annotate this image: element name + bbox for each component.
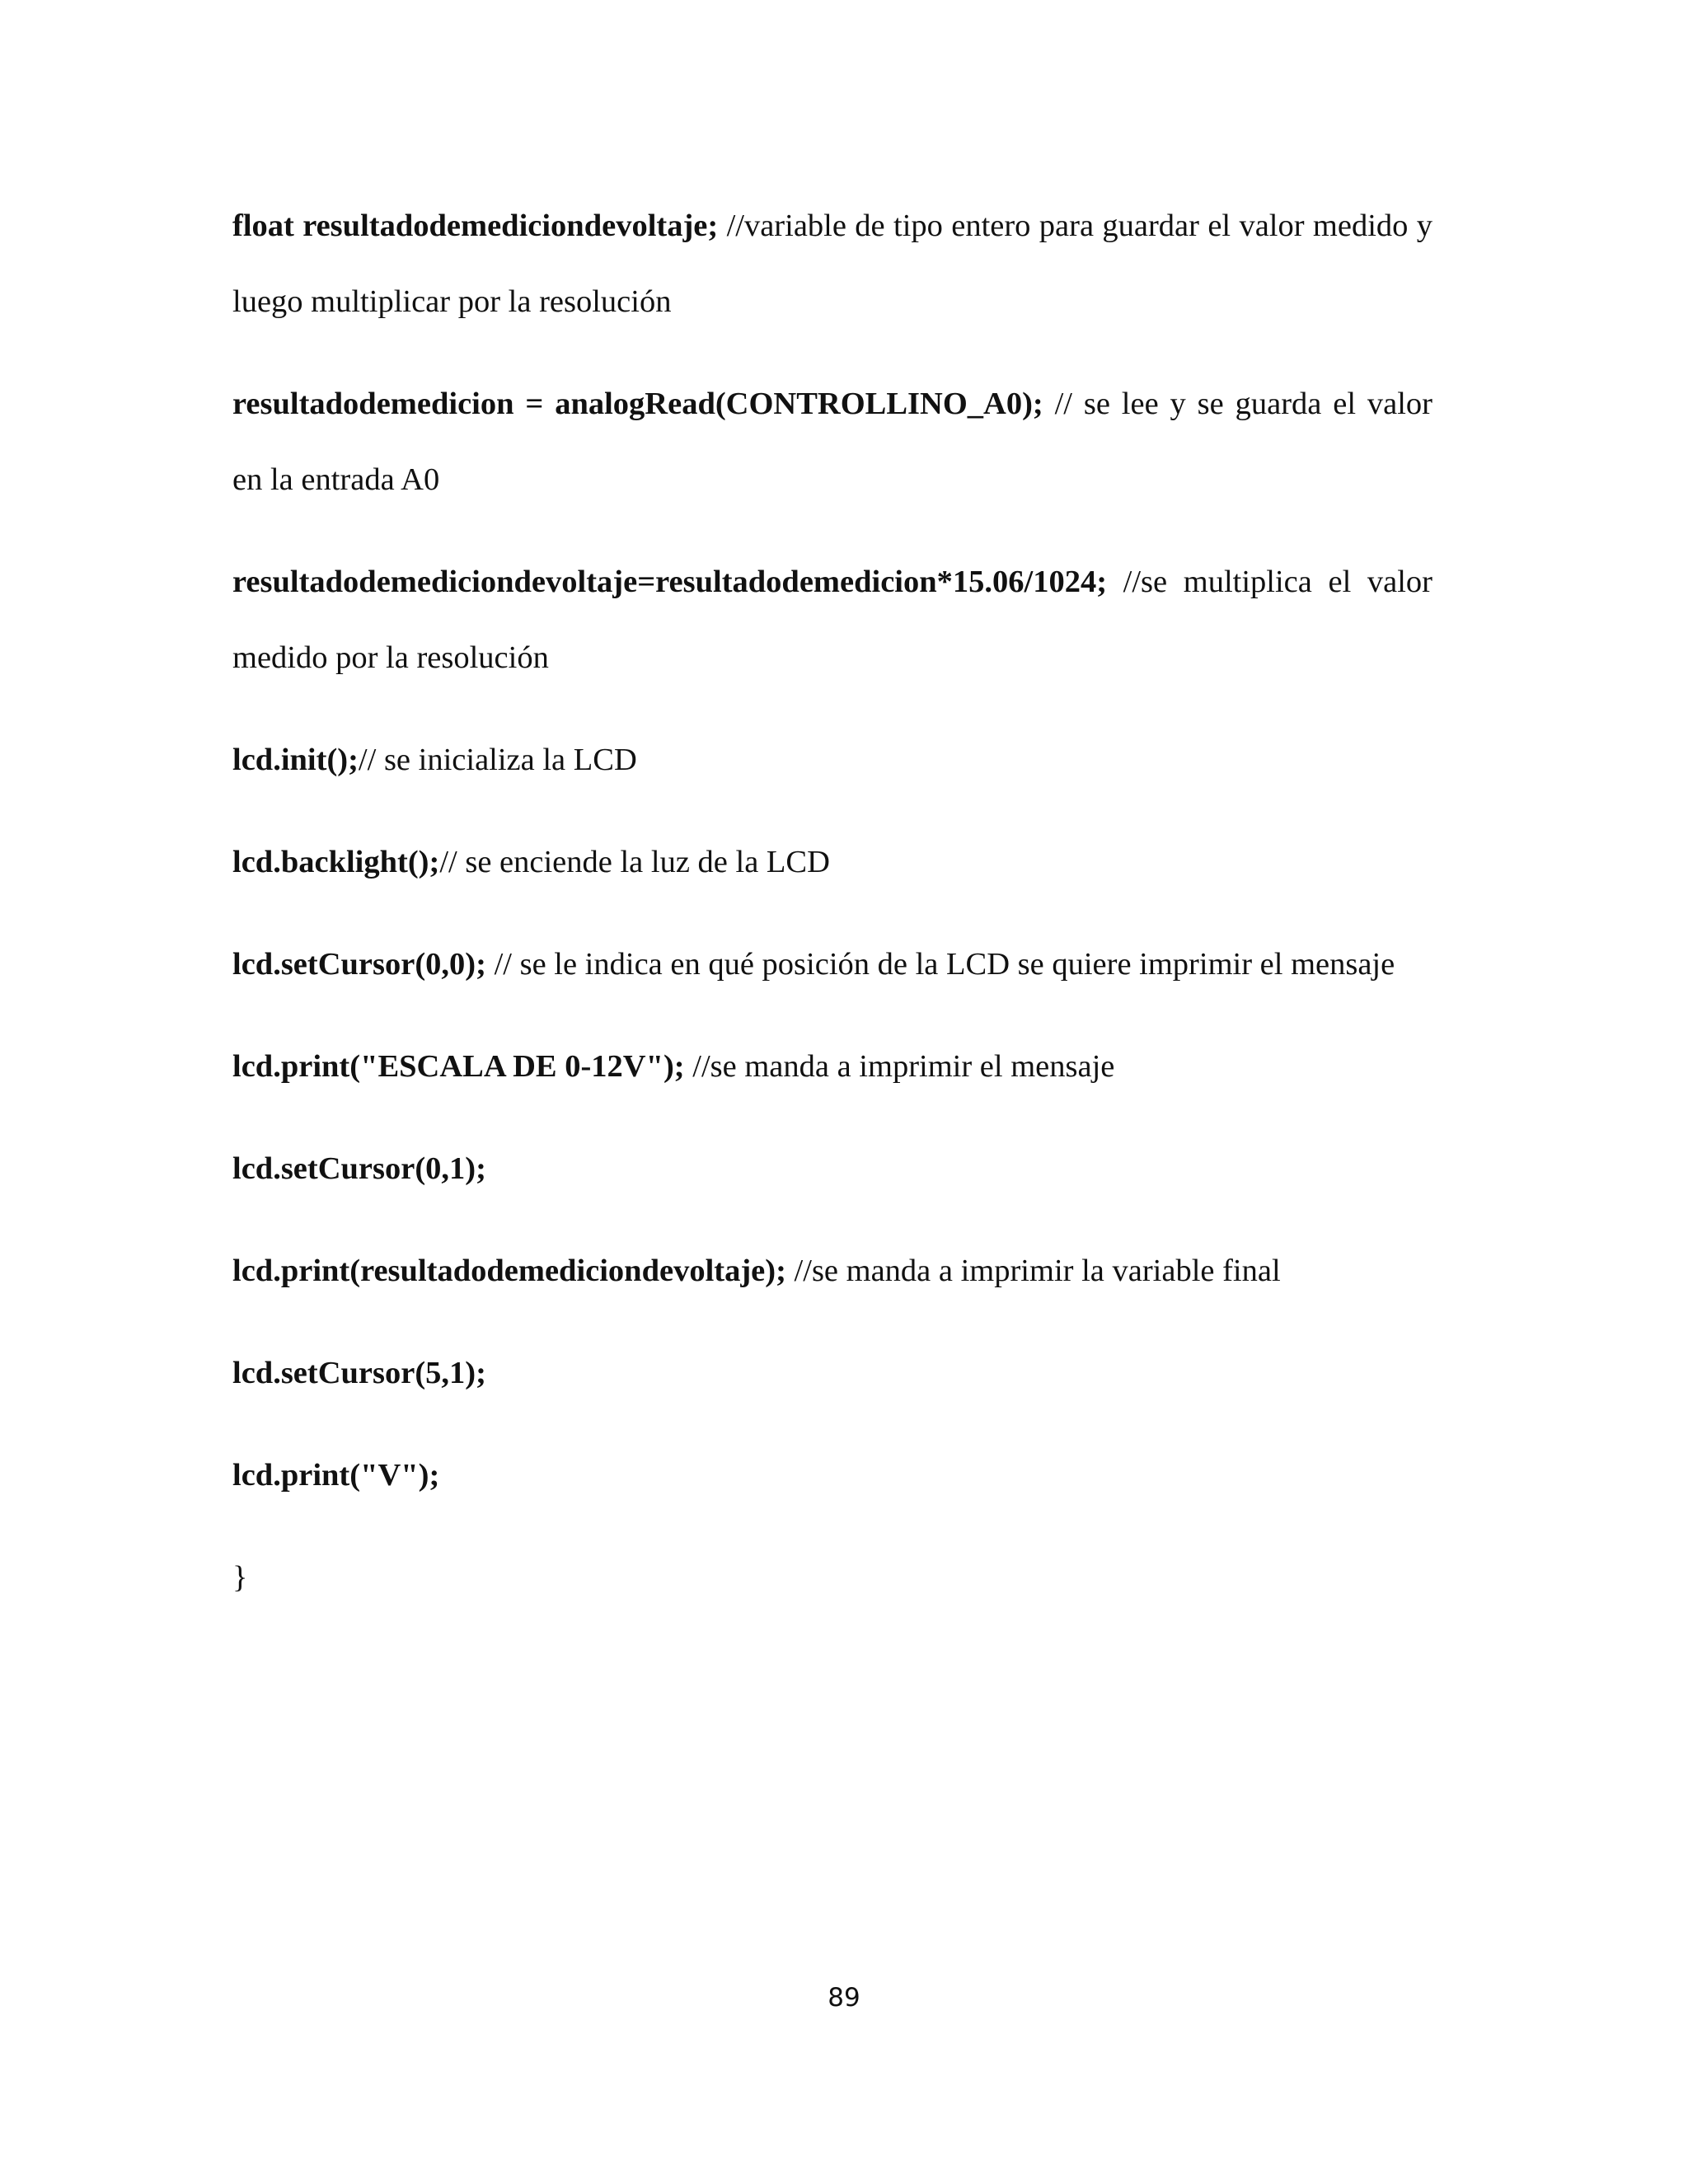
code-line-analog-read (232, 366, 1432, 518)
code-line-set-cursor-5-1 (232, 1335, 1432, 1411)
code-text: lcd.print("V"); (232, 1458, 440, 1493)
code-text: lcd.setCursor(0,1); (232, 1151, 486, 1186)
comment-text: //se manda a imprimir la variable final (785, 1254, 1281, 1288)
code-line-print-scale (232, 1029, 1432, 1104)
code-line-print-voltage (232, 1233, 1432, 1309)
closing-brace: } (232, 1560, 248, 1595)
code-text: lcd.init(); (232, 743, 359, 777)
code-text: lcd.print(resultadodemediciondevoltaje); (232, 1254, 786, 1288)
code-text: resultadodemediciondevoltaje=resultadodemedicion*15.06/1024; (232, 565, 1108, 599)
comment-text: // se le indica en qué posición de la LCD se quiere imprimir el mensaje (485, 947, 1395, 982)
comment-text: //variable de tipo entero para guardar el valor medido y luego multiplicar por la resolución (232, 209, 1433, 319)
code-text: float resultadodemediciondevoltaje; (232, 209, 719, 243)
comment-text: // se inicializa la LCD (358, 743, 637, 777)
code-line-lcd-backlight (232, 824, 1432, 900)
code-line-voltage-calc (232, 544, 1432, 696)
code-text: lcd.print("ESCALA DE 0-12V"); (232, 1049, 685, 1084)
comment-text: //se multiplica el valor medido por la resolución (232, 565, 1432, 675)
code-text: resultadodemedicion = analogRead(CONTROLLINO_A0); (232, 387, 1043, 421)
code-line-print-v (232, 1437, 1432, 1513)
code-listing (232, 188, 1432, 1615)
code-text: lcd.backlight(); (232, 845, 440, 879)
code-line-float-declaration (232, 188, 1432, 340)
comment-text: // se enciende la luz de la LCD (439, 845, 830, 879)
page-number: 89 (828, 1983, 860, 2013)
code-line-set-cursor-0-0 (232, 926, 1432, 1002)
comment-text: // se lee y se guarda el valor en la entrada A0 (232, 387, 1433, 497)
code-text: lcd.setCursor(5,1); (232, 1356, 486, 1390)
code-line-lcd-init (232, 722, 1432, 798)
comment-text: //se manda a imprimir el mensaje (684, 1049, 1115, 1084)
code-text: lcd.setCursor(0,0); (232, 947, 486, 982)
code-line-set-cursor-0-1 (232, 1131, 1432, 1207)
